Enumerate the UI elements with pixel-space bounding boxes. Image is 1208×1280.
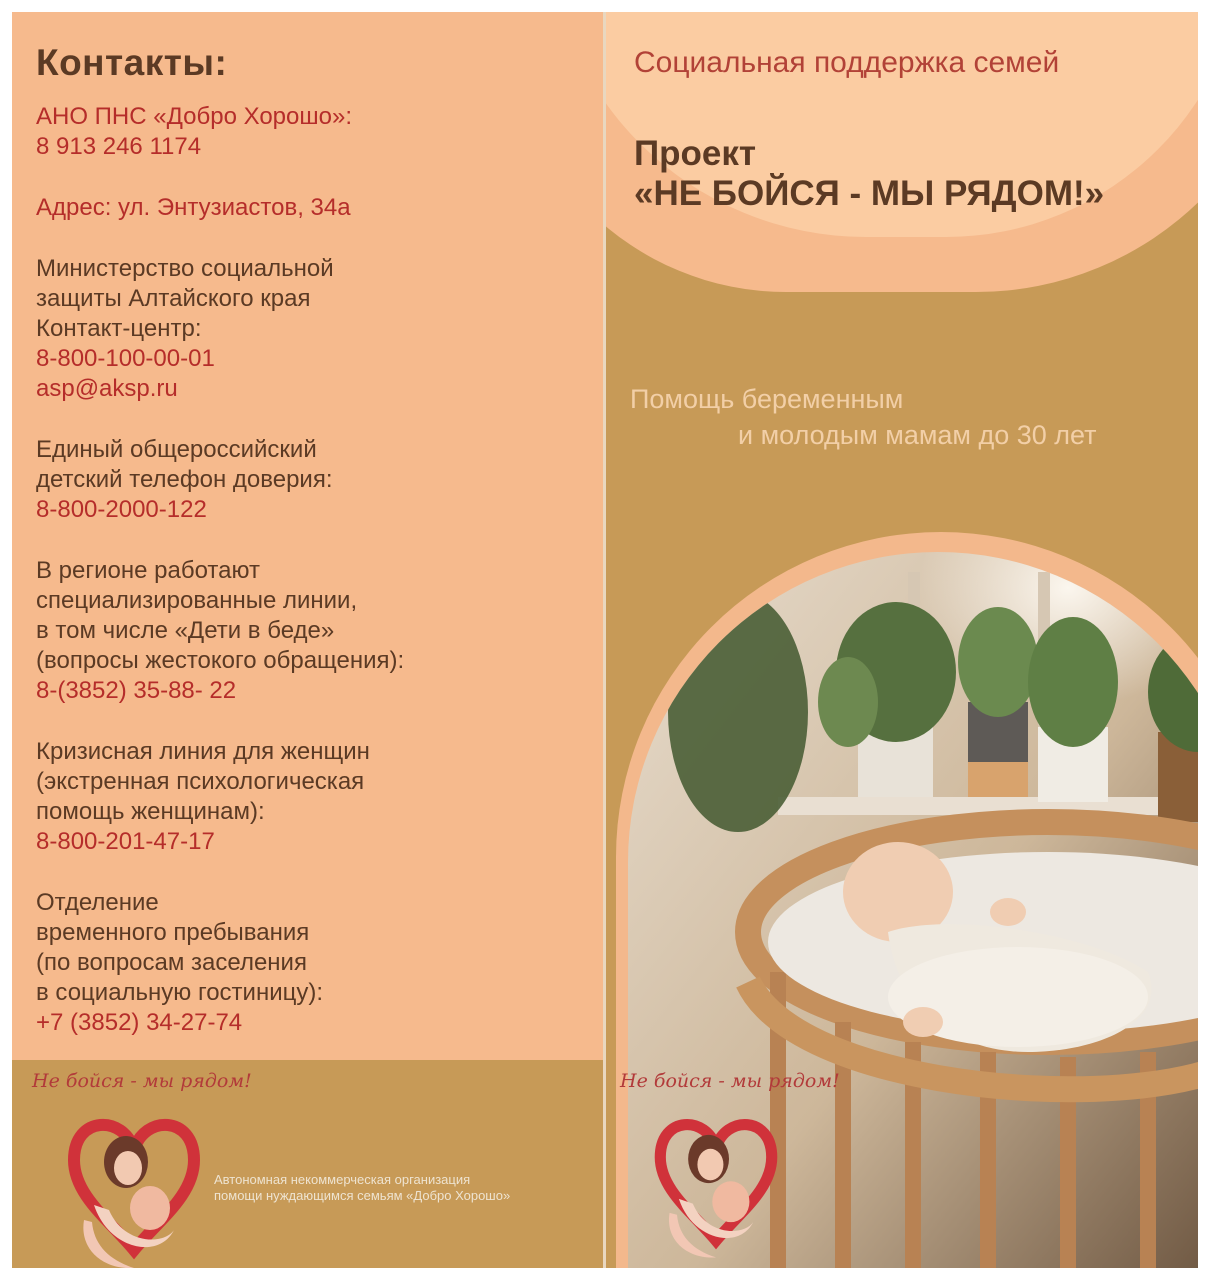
org-name: АНО ПНС «Добро Хорошо»: xyxy=(36,103,352,130)
helpline-line: Единый общероссийский xyxy=(36,436,317,463)
ministry-line: защиты Алтайского края xyxy=(36,285,311,312)
org-caption-line: помощи нуждающимся семьям «Добро Хорошо» xyxy=(214,1188,511,1203)
region-line: (вопросы жестокого обращения): xyxy=(36,647,405,674)
crisis-line: помощь женщинам): xyxy=(36,798,265,825)
help-line: и молодым мамам до 30 лет xyxy=(738,420,1097,450)
region-line: специализированные линии, xyxy=(36,587,358,614)
contacts-panel xyxy=(12,12,603,1268)
dept-line: (по вопросам заселения xyxy=(36,949,307,976)
helpline-line: детский телефон доверия: xyxy=(36,466,333,493)
project-name: «НЕ БОЙСЯ - МЫ РЯДОМ!» xyxy=(634,174,1105,213)
ministry-phone: 8-800-100-00-01 xyxy=(36,345,215,372)
project-label: Проект xyxy=(634,134,757,173)
ministry-email: asp@aksp.ru xyxy=(36,375,178,402)
region-line: в том числе «Дети в беде» xyxy=(36,617,335,644)
brochure-sheet xyxy=(12,12,1198,1268)
dept-line: Отделение xyxy=(36,889,159,916)
heart-mother-logo xyxy=(651,1110,781,1265)
dept-line: временного пребывания xyxy=(36,919,310,946)
address: Адрес: ул. Энтузиастов, 34а xyxy=(36,194,351,221)
crisis-line: (экстренная психологическая xyxy=(36,768,365,795)
region-line: В регионе работают xyxy=(36,557,260,584)
ministry-line: Контакт-центр: xyxy=(36,315,202,342)
crisis-phone: 8-800-201-47-17 xyxy=(36,828,215,855)
crisis-line: Кризисная линия для женщин xyxy=(36,738,370,765)
brand-script: Не бойся - мы рядом! xyxy=(32,1070,252,1092)
heart-mother-logo xyxy=(64,1110,204,1268)
region-phone: 8-(3852) 35-88- 22 xyxy=(36,677,237,704)
cover-panel xyxy=(606,12,1198,1268)
contacts-block xyxy=(36,42,591,1038)
contacts-title: Контакты: xyxy=(36,42,228,83)
org-caption-line: Автономная некоммерческая организация xyxy=(214,1172,471,1187)
org-caption xyxy=(214,1172,510,1204)
org-phone: 8 913 246 1174 xyxy=(36,133,202,160)
help-line: Помощь беременным xyxy=(630,384,904,414)
brand-script: Не бойся - мы рядом! xyxy=(620,1070,840,1092)
tagline: Социальная поддержка семей xyxy=(634,46,1060,79)
dept-line: в социальную гостиницу): xyxy=(36,979,324,1006)
helpline-phone: 8-800-2000-122 xyxy=(36,496,207,523)
dept-phone: +7 (3852) 34-27-74 xyxy=(36,1009,243,1036)
ministry-line: Министерство социальной xyxy=(36,255,334,282)
